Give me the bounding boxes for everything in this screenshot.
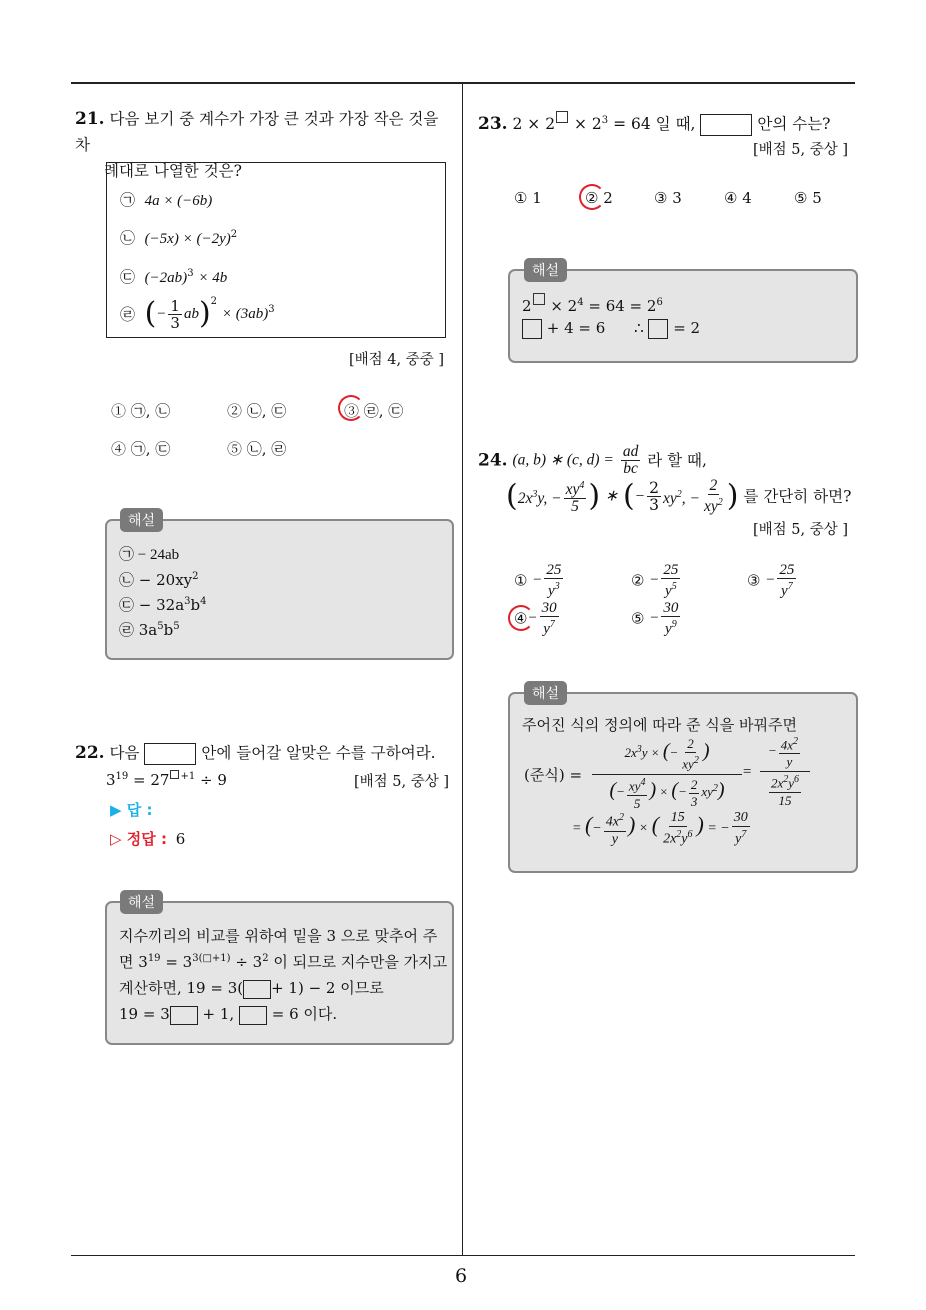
- q24-choice-2[interactable]: ② − $\frac{25}{y^5}$: [631, 562, 679, 599]
- q24-explain-line1: 주어진 식의 정의에 따라 준 식을 바꿔주면: [522, 716, 797, 734]
- q22-explain-line2: 면 $3^{19} = 3^{3(□+1)} \div 3^2$ 이 되므로 지수만을 가지고: [119, 953, 448, 971]
- q21-explain-b: ㉡ − $20xy^2$: [119, 571, 199, 589]
- q24-expression: ($2x^3y$, − $\frac{xy^4}{5}$ ) ∗ (− $\frac{2}{3}$ $xy^2$, − $\frac{2}{xy^2}$ ) 를 간단히 하면?: [506, 477, 852, 516]
- q24-explain-fraction2: − $\frac{4x^2}{y}$ $\frac{2x^2y^6}{15}$: [760, 734, 810, 809]
- q21-choice-4[interactable]: ④ ㉠, ㉢: [111, 440, 171, 458]
- q23-choice-2[interactable]: ② 2: [585, 189, 613, 207]
- q23-score: [배점 5, 중상 ]: [753, 142, 849, 158]
- q23-explain-line2: + 4 = 6 ∴ = 2: [522, 319, 700, 339]
- q24-explain-equals: =: [742, 764, 753, 780]
- q22-number: 22.: [75, 743, 105, 763]
- q23-question: 23. $2 \times 2 \times 2^3 = 64$ 일 때, 안의 수는?: [478, 108, 830, 137]
- q21-options-box: [106, 162, 446, 338]
- q24-explain-line3: = (− $\frac{4x^2}{y}$ ) × ( $\frac{15}{2x^2y^6}$ ) = − $\frac{30}{y^7}$: [572, 810, 748, 847]
- q22-answer-label[interactable]: ▶ 답 :: [110, 801, 153, 819]
- q21-number: 21.: [75, 109, 105, 129]
- q22-explain-line4: 19 = 3 + 1, = 6 이다.: [119, 1005, 338, 1023]
- q21-text-line1: 다음 보기 중 계수가 가장 큰 것과 가장 작은 것을 차: [75, 110, 439, 154]
- q22-explain-line1: 지수끼리의 비교를 위하여 밑을 3 으로 맞추어 주: [119, 927, 438, 945]
- bottom-rule: [71, 1255, 855, 1256]
- q23-number: 23.: [478, 114, 508, 135]
- q21-option-d: ㉣ (− $\frac{1}{3}$ $ab)^2 \times (3ab)^3$: [120, 296, 275, 332]
- q22-question: 22. 다음 안에 들어갈 알맞은 수를 구하여라.: [75, 743, 436, 763]
- q24-choice-5[interactable]: ⑤ − $\frac{30}{y^9}$: [631, 600, 679, 637]
- q21-explain-a: ㉠ − 24ab: [119, 547, 180, 563]
- q22-blank-box: [144, 743, 196, 765]
- q22-correct: ▷ 정답 : 6: [110, 830, 186, 848]
- q21-choice-2[interactable]: ② ㉡, ㉢: [227, 402, 287, 420]
- q22-score: [배점 5, 중상 ]: [354, 774, 450, 790]
- q23-blank-box: [700, 114, 752, 136]
- q23-answer-circle: [579, 184, 605, 210]
- q24-choice-1[interactable]: ① − $\frac{25}{y^3}$: [514, 562, 562, 599]
- q24-question: 24. (a, b) ∗ (c, d) = $\frac{ad}{bc}$ 라 할 때,: [478, 443, 707, 477]
- q21-score: [배점 4, 중중 ]: [349, 352, 445, 368]
- q22-explain-line3: 계산하면, 19 = 3( + 1) − 2 이므로: [119, 979, 384, 997]
- page-number: 6: [455, 1265, 468, 1287]
- q24-explain-tag: 해설: [524, 681, 567, 705]
- q23-explain-tag: 해설: [524, 258, 567, 282]
- q24-score: [배점 5, 중상 ]: [753, 522, 849, 538]
- column-divider: [462, 82, 463, 1256]
- q23-explanation-box: [508, 269, 858, 363]
- q21-explain-d: ㉣ $3a^5b^5$: [119, 621, 180, 639]
- q23-choice-5[interactable]: ⑤ 5: [794, 189, 822, 207]
- q24-choice-4[interactable]: ④− $\frac{30}{y^7}$: [514, 600, 557, 637]
- q21-option-a: ㉠ 4a × (−6b): [120, 191, 213, 209]
- q24-answer-circle: [508, 605, 534, 631]
- q24-number: 24.: [478, 450, 508, 471]
- q24-choice-3[interactable]: ③ − $\frac{25}{y^7}$: [747, 562, 795, 599]
- q22-explain-tag: 해설: [120, 890, 163, 914]
- q21-explain-c: ㉢ − $32a^3b^4$: [119, 596, 207, 614]
- q21-explanation-box: [105, 519, 454, 660]
- q21-choice-1[interactable]: ① ㉠, ㉡: [111, 402, 171, 420]
- q23-choice-3[interactable]: ③ 3: [654, 189, 682, 207]
- q24-explanation-box: [508, 692, 858, 873]
- q22-equation: $3^{19} = 27$ $^{+1}$ ÷ 9: [106, 771, 227, 789]
- q23-choice-1[interactable]: ① 1: [514, 189, 542, 207]
- q24-explain-fraction: $2x^3y$ × (− $\frac{2}{xy^2}$ ) (− $\frac{xy^4}{5}$ ) × (− $\frac{2}{3}$ $xy^2$): [592, 736, 742, 812]
- q21-text-line2: 례대로 나열한 것은?: [104, 162, 242, 180]
- q21-option-c: ㉢ $(-2ab)^3 \times 4b$: [120, 268, 228, 286]
- q23-choice-4[interactable]: ④ 4: [724, 189, 752, 207]
- q21-explain-tag: 해설: [120, 508, 163, 532]
- q23-explain-line1: $2 \times 2^4 = 64 = 2^6$: [522, 293, 663, 315]
- q21-answer-circle: [338, 395, 364, 421]
- q21-option-b: ㉡ $(-5x) \times (-2y)^2$: [120, 229, 238, 247]
- q24-explain-label: (준식) =: [524, 766, 583, 784]
- q21-choice-5[interactable]: ⑤ ㉡, ㉣: [227, 440, 287, 458]
- q22-explanation-box: [105, 901, 454, 1045]
- q21-choice-3[interactable]: ③ ㉣, ㉢: [344, 402, 404, 420]
